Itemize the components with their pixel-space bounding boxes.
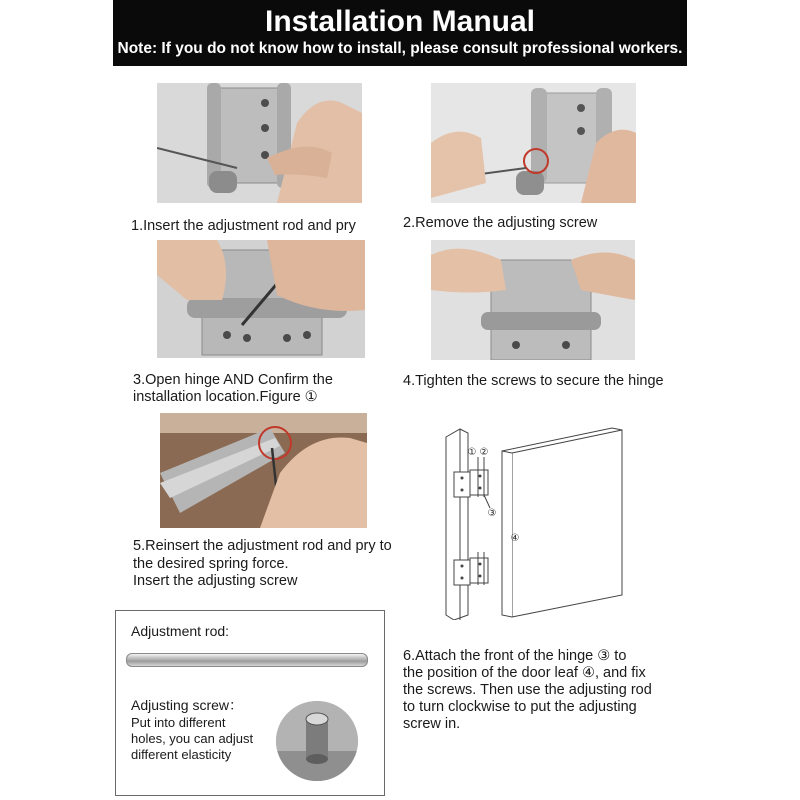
- step3-photo: [157, 240, 365, 358]
- rod-label: Adjustment rod:: [131, 623, 230, 639]
- screw-label: Adjusting screw：: [131, 697, 244, 713]
- screw-desc-line3: different elasticity: [131, 747, 232, 762]
- screw-desc-line1: Put into different: [131, 715, 226, 730]
- marker-1: ①: [467, 447, 477, 458]
- warning-note: Note: If you do not know how to install, please consult professional workers.: [117, 40, 683, 57]
- step6-caption-line1: 6.Attach the front of the hinge ③ to: [403, 648, 627, 664]
- step1-caption: 1.Insert the adjustment rod and pry: [131, 218, 356, 234]
- step3-caption-line1: 3.Open hinge AND Confirm the: [133, 372, 333, 388]
- adjusting-screw-image: [276, 701, 358, 781]
- screw-desc-line2: holes, you can adjust: [131, 731, 254, 746]
- step3-caption-line2: installation location.Figure ①: [133, 389, 318, 405]
- step2-caption: 2.Remove the adjusting screw: [403, 215, 598, 231]
- page-title: Installation Manual: [264, 5, 536, 38]
- header-banner: [113, 0, 687, 66]
- step5-caption-line3: Insert the adjusting screw: [133, 573, 298, 589]
- step4-caption: 4.Tighten the screws to secure the hinge: [403, 373, 664, 389]
- step6-caption-line3: the screws. Then use the adjusting rod: [403, 682, 652, 698]
- step1-photo: [157, 83, 362, 203]
- step4-photo: [431, 240, 635, 360]
- door-hinge-diagram: [440, 425, 635, 620]
- adjustment-rod-image: [126, 653, 368, 667]
- marker-3: ③: [487, 508, 497, 519]
- marker-4: ④: [510, 533, 520, 544]
- step5-photo: [160, 413, 367, 528]
- step6-caption-line4: to turn clockwise to put the adjusting: [403, 699, 637, 715]
- marker-2: ②: [479, 447, 489, 458]
- step6-caption-line2: the position of the door leaf ④, and fix: [403, 665, 646, 681]
- step6-caption-line5: screw in.: [403, 716, 461, 732]
- step2-photo: [431, 83, 636, 203]
- step5-caption-line2: the desired spring force.: [133, 556, 289, 572]
- parts-box: [115, 610, 385, 796]
- step5-caption-line1: 5.Reinsert the adjustment rod and pry to: [133, 538, 392, 554]
